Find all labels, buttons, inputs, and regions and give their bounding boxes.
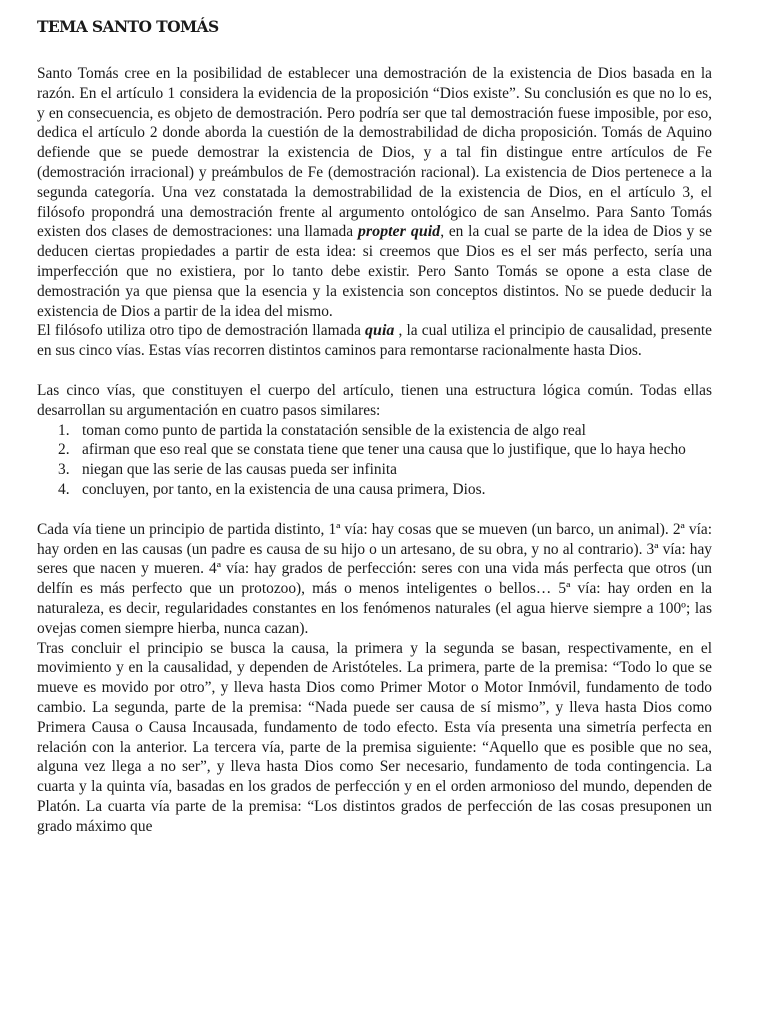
paragraph-five-ways: Las cinco vías, que constituyen el cuerpo del artículo, tienen una estructura lógica común. Todas ellas desarrollan su argumentación en cuatro pasos similares: xyxy=(37,381,712,419)
list-item-text: afirman que eso real que se constata tiene que tener una causa que lo justifique, que lo haya hecho xyxy=(82,441,686,459)
list-item xyxy=(37,480,712,500)
list-item-number: 1. xyxy=(58,421,70,439)
list-item-text: toman como punto de partida la constatación sensible de la existencia de algo real xyxy=(82,421,586,439)
paragraph-1-text-b: , en la cual se parte de la idea de Dios y se deducen ciertas propiedades a partir de esta idea: si creemos que Dios es el ser más perfecto, sería una imperfección que no existiera, por lo tanto debe existir. Pero Santo Tomás se opone a esta clase de demostración ya que piensa que la esencia y la existencia son conceptos distintos. No se puede deducir la existencia de Dios a partir de la idea del mismo. xyxy=(37,223,712,320)
paragraph-starting-principles: Cada vía tiene un principio de partida distinto, 1ª vía: hay cosas que se mueven (un barco, un animal). 2ª vía: hay orden en las causas (un padre es causa de su hijo o un artesano, de su obra, y no al contrario). 3ª vía: hay seres que nacen y mueren. 4ª vía: hay grados de perfección: seres con una vida más perfecta que otros (un delfín es más perfecto que un protozoo), más o menos inteligentes o bellos… 5ª vía: hay orden en la naturaleza, es decir, regularidades constantes en los fenómenos naturales (el agua hierve siempre a 100º; las ovejas comen siempre hierba, nunca cazan). xyxy=(37,520,712,637)
paragraph-spacer xyxy=(37,361,712,381)
steps-list xyxy=(37,421,712,500)
paragraph-2-text-b: , la cual utiliza el principio de causalidad, presente en sus cinco vías. Estas vías recorren distintos caminos para remontarse racionalmente hasta Dios. xyxy=(37,322,712,360)
list-item xyxy=(37,460,712,480)
list-item xyxy=(37,421,712,441)
paragraph-causes: Tras concluir el principio se busca la causa, la primera y la segunda se basan, respectivamente, en el movimiento y en la causalidad, y dependen de Aristóteles. La primera, parte de la premisa: “Todo lo que se mueve es movido por otro”, y lleva hasta Dios como Primer Motor o Motor Inmóvil, fundamento de todo cambio. La segunda, parte de la premisa: “Nada puede ser causa de sí mismo”, y lleva hasta Dios como Primera Causa o Causa Incausada, fundamento de todo efecto. Esta vía presenta una simetría perfecta en relación con la anterior. La tercera vía, parte de la premisa siguiente: “Aquello que es posible que no sea, alguna vez llega a no ser”, y lleva hasta Dios como Ser necesario, fundamento de toda contingencia. La cuarta y la quinta vía, basadas en los grados de perfección y en el orden armonioso del mundo, dependen de Platón. La cuarta vía parte de la premisa: “Los distintos grados de perfección de las cosas presuponen un grado máximo que xyxy=(37,639,712,835)
list-item-text: niegan que las serie de las causas pueda ser infinita xyxy=(82,461,397,479)
term-propter-quid: propter quid xyxy=(357,223,441,241)
list-item-number: 4. xyxy=(58,480,70,498)
document-title: TEMA SANTO TOMÁS xyxy=(37,17,219,36)
term-quia: quia xyxy=(365,322,395,340)
list-item-number: 3. xyxy=(58,461,70,479)
list-item-number: 2. xyxy=(58,441,70,459)
paragraph-spacer xyxy=(37,500,712,520)
document-page xyxy=(37,16,712,836)
paragraph-1-text-a: Santo Tomás cree en la posibilidad de establecer una demostración de la existencia de Dios basada en la razón. En el artículo 1 considera la evidencia de la proposición “Dios existe”. Su conclusión es que no lo es, y en consecuencia, es objeto de demostración. Pero podría ser que tal demostración fuese imposible, por eso, dedica el artículo 2 donde aborda la cuestión de la demostrabilidad de dicha proposición. Tomás de Aquino defiende que se puede demostrar la existencia de Dios, y a tal fin distingue entre artículos de Fe (demostración irracional) y preámbulos de Fe (demostración racional). La existencia de Dios pertenece a la segunda categoría. Una vez constatada la demostrabilidad de la existencia de Dios, en el artículo 3, el filósofo propondrá una demostración frente al argumento ontológico de san Anselmo. Para Santo Tomás existen dos clases de demostraciones: una llamada xyxy=(37,65,712,241)
list-item-text: concluyen, por tanto, en la existencia de una causa primera, Dios. xyxy=(82,480,486,498)
paragraph-2-text-a: El filósofo utiliza otro tipo de demostración llamada xyxy=(37,322,366,340)
paragraph-quia xyxy=(37,321,712,361)
list-item xyxy=(37,440,712,460)
paragraph-demonstration-intro xyxy=(37,64,712,321)
